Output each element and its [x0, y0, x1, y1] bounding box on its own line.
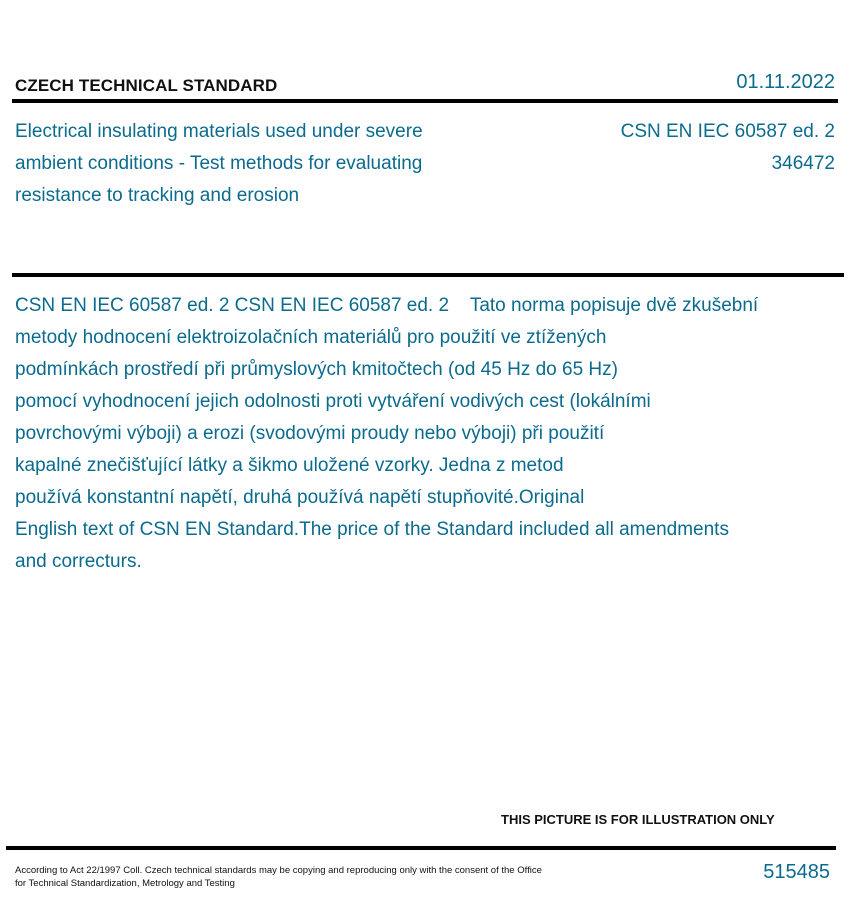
abstract-line: používá konstantní napětí, druhá používá napětí stupňovité.Original	[15, 487, 585, 508]
publication-date: 01.11.2022	[736, 71, 835, 93]
legal-line: According to Act 22/1997 Coll. Czech technical standards may be copying and reproducing only with the consent of the Office	[15, 865, 542, 876]
abstract-line: CSN EN IEC 60587 ed. 2 CSN EN IEC 60587 ed. 2 Tato norma popisuje dvě zkušební	[15, 295, 759, 316]
standard-codes	[621, 116, 835, 180]
abstract-line: kapalné znečišťující látky a šikmo uložené vzorky. Jedna z metod	[15, 455, 564, 476]
standard-title-line: ambient conditions - Test methods for evaluating	[15, 153, 423, 174]
abstract-line: and correcturs.	[15, 551, 142, 572]
legal-notice	[15, 864, 595, 890]
abstract-line: pomocí vyhodnocení jejich odolnosti proti vytváření vodivých cest (lokálními	[15, 391, 651, 412]
standard-title	[15, 116, 505, 212]
legal-line: for Technical Standardization, Metrology and Testing	[15, 878, 235, 889]
abstract-line: podmínkách prostředí při průmyslových kmitočtech (od 45 Hz do 65 Hz)	[15, 359, 618, 380]
standard-code: CSN EN IEC 60587 ed. 2	[620, 121, 835, 142]
catalog-number: 346472	[771, 153, 835, 174]
product-code: 515485	[763, 861, 830, 883]
header-title: CZECH TECHNICAL STANDARD	[15, 76, 278, 95]
abstract-line: metody hodnocení elektroizolačních materiálů pro použití ve ztížených	[15, 327, 607, 348]
standard-title-line: resistance to tracking and erosion	[15, 185, 300, 206]
abstract-line: povrchovými výboji) a erozi (svodovými proudy nebo výboji) při použití	[15, 423, 605, 444]
header-rule	[12, 99, 838, 103]
section-rule	[12, 273, 844, 277]
standard-title-line: Electrical insulating materials used under severe	[15, 121, 423, 142]
abstract-line: English text of CSN EN Standard.The price of the Standard included all amendments	[15, 519, 729, 540]
footer-rule	[6, 846, 836, 850]
abstract-text	[15, 290, 860, 578]
illustration-note: THIS PICTURE IS FOR ILLUSTRATION ONLY	[501, 812, 775, 827]
